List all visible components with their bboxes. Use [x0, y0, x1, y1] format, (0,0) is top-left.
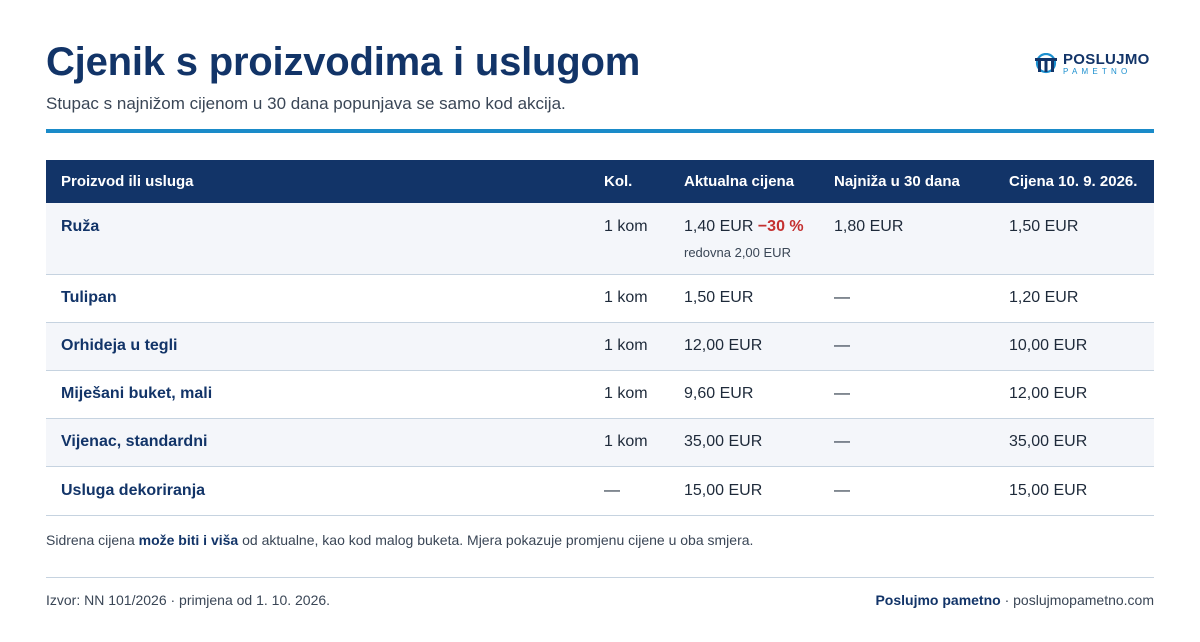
quantity: 1 kom	[604, 289, 648, 306]
lowest-30-days: —	[834, 385, 850, 402]
lowest-30-days: —	[834, 289, 850, 306]
page-subtitle: Stupac s najnižom cijenom u 30 dana popunjava se samo kod akcija.	[46, 94, 566, 113]
previous-price: 35,00 EUR	[1009, 433, 1088, 450]
current-price	[684, 218, 804, 260]
quantity: —	[604, 482, 620, 499]
footer-divider	[46, 577, 1154, 578]
product-name: Vijenac, standardni	[61, 433, 208, 450]
price-table	[46, 160, 1154, 516]
discount-badge: −30 %	[757, 218, 804, 235]
product-name: Tulipan	[61, 289, 117, 306]
table-row	[46, 371, 1154, 419]
column-header-product: Proizvod ili usluga	[61, 173, 194, 190]
column-header-current-price: Aktualna cijena	[684, 173, 795, 190]
footnote	[46, 532, 753, 548]
current-price: 35,00 EUR	[684, 433, 763, 450]
current-price: 1,50 EUR	[684, 289, 754, 306]
quantity: 1 kom	[604, 337, 648, 354]
logo-tagline: PAMETNO	[1063, 67, 1132, 76]
column-header-previous-price: Cijena 10. 9. 2026.	[1009, 173, 1138, 190]
previous-price: 1,20 EUR	[1009, 289, 1079, 306]
accent-rule	[46, 129, 1154, 133]
product-name: Usluga dekoriranja	[61, 482, 206, 499]
current-price: 15,00 EUR	[684, 482, 763, 499]
table-row	[46, 275, 1154, 323]
column-header-quantity: Kol.	[604, 173, 633, 190]
quantity: 1 kom	[604, 218, 648, 235]
lowest-30-days: 1,80 EUR	[834, 218, 904, 235]
lowest-30-days: —	[834, 337, 850, 354]
footnote-text-end: od aktualne, kao kod malog buketa. Mjera pokazuje promjenu cijene u oba smjera.	[238, 532, 754, 548]
current-price: 9,60 EUR	[684, 385, 754, 402]
lowest-30-days: —	[834, 433, 850, 450]
product-name: Miješani buket, mali	[61, 385, 213, 402]
previous-price: 1,50 EUR	[1009, 218, 1079, 235]
quantity: 1 kom	[604, 385, 648, 402]
footer-separator: ·	[1000, 592, 1014, 608]
product-name: Orhideja u tegli	[61, 337, 178, 354]
previous-price: 12,00 EUR	[1009, 385, 1088, 402]
footer-source: Izvor: NN 101/2026 · primjena od 1. 10. 2026.	[46, 592, 331, 608]
quantity: 1 kom	[604, 433, 648, 450]
table-row	[46, 203, 1154, 275]
footnote-emphasis: može biti i viša	[138, 532, 239, 548]
logo-wordmark: POSLUJMO	[1063, 51, 1150, 68]
brand-logo	[1032, 52, 1150, 76]
table-row	[46, 323, 1154, 371]
column-header-lowest-30-days: Najniža u 30 dana	[834, 173, 960, 190]
table-row	[46, 467, 1154, 516]
footer-brand-name: Poslujmo pametno	[875, 592, 1001, 608]
current-price: 12,00 EUR	[684, 337, 763, 354]
previous-price: 10,00 EUR	[1009, 337, 1088, 354]
footer-brand	[875, 592, 1154, 608]
lowest-30-days: —	[834, 482, 850, 499]
footnote-text-start: Sidrena cijena	[46, 532, 139, 548]
regular-price-note: redovna 2,00 EUR	[684, 245, 791, 260]
product-name: Ruža	[61, 218, 100, 235]
footer-website-link[interactable]: poslujmopametno.com	[1013, 592, 1154, 608]
table-header	[46, 160, 1154, 203]
previous-price: 15,00 EUR	[1009, 482, 1088, 499]
price-value: 1,40 EUR	[684, 218, 754, 235]
logo-columns-icon	[1032, 53, 1060, 75]
page-title: Cjenik s proizvodima i uslugom	[46, 40, 641, 84]
table-row	[46, 419, 1154, 467]
